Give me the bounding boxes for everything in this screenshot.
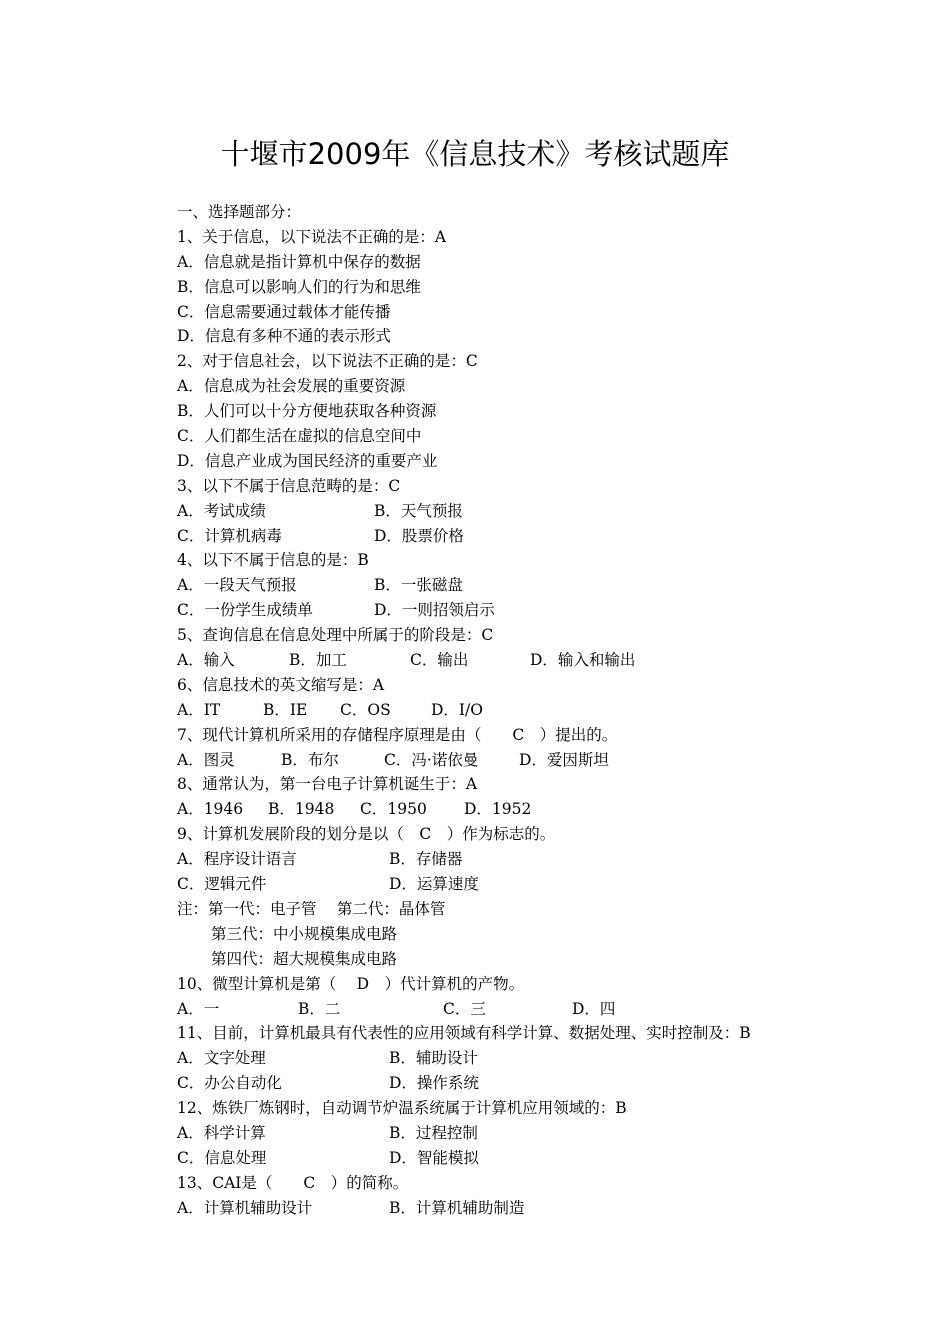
option-row xyxy=(177,1121,917,1146)
question-stem: 2、对于信息社会，以下说法不正确的是：C xyxy=(177,352,478,371)
section-heading: 一、选择题部分： xyxy=(177,203,302,221)
question-list xyxy=(177,200,917,1221)
answer-option: D．操作系统 xyxy=(389,1074,479,1093)
answer-option: B．辅助设计 xyxy=(389,1049,478,1068)
question-stem: 6、信息技术的英文缩写是：A xyxy=(177,675,385,694)
option-row xyxy=(177,698,917,723)
answer-option: D．智能模拟 xyxy=(389,1148,479,1167)
answer-option: A．程序设计语言 xyxy=(177,850,297,869)
option-row xyxy=(177,872,917,897)
question-stem: 3、以下不属于信息范畴的是：C xyxy=(177,476,401,495)
question-stem: 9、计算机发展阶段的划分是以（ C ）作为标志的。 xyxy=(177,825,556,844)
answer-option: A．图灵 xyxy=(177,750,235,769)
answer-option: A．输入 xyxy=(177,651,235,670)
note-line: 第三代：中小规模集成电路 xyxy=(211,924,398,943)
answer-option: C．信息需要通过载体才能传播 xyxy=(177,302,391,321)
answer-option: A．IT xyxy=(177,700,221,719)
answer-option: B．人们可以十分方便地获取各种资源 xyxy=(177,402,437,421)
option-row xyxy=(177,1146,917,1171)
answer-option: C．1950 xyxy=(360,800,427,819)
answer-option: C．逻辑元件 xyxy=(177,875,267,894)
answer-option: D．I/O xyxy=(431,700,483,719)
note-line: 第四代：超大规模集成电路 xyxy=(211,949,398,968)
answer-option: C．冯·诺依曼 xyxy=(384,750,479,769)
answer-option: B．计算机辅助制造 xyxy=(389,1198,525,1217)
option-row xyxy=(177,1046,917,1071)
question-stem: 8、通常认为，第一台电子计算机诞生于：A xyxy=(177,775,478,794)
answer-option: B．存储器 xyxy=(389,850,463,869)
answer-option: D．信息有多种不通的表示形式 xyxy=(177,327,391,346)
option-row xyxy=(177,847,917,872)
answer-option: B．加工 xyxy=(289,651,347,670)
answer-option: B．过程控制 xyxy=(389,1123,478,1142)
answer-option: C．人们都生活在虚拟的信息空间中 xyxy=(177,427,422,446)
answer-option: A．信息成为社会发展的重要资源 xyxy=(177,377,406,396)
question-stem: 10、微型计算机是第（ D ）代计算机的产物。 xyxy=(177,974,525,993)
answer-option: B．布尔 xyxy=(281,750,339,769)
answer-option: B．天气预报 xyxy=(374,501,463,520)
answer-option: C．OS xyxy=(340,700,391,719)
answer-option: B．信息可以影响人们的行为和思维 xyxy=(177,277,421,296)
question-stem: 4、以下不属于信息的是：B xyxy=(177,551,369,570)
option-row xyxy=(177,598,917,623)
answer-option: C．计算机病毒 xyxy=(177,526,282,545)
option-row xyxy=(177,499,917,524)
answer-option: D．爱因斯坦 xyxy=(519,750,609,769)
answer-option: A．科学计算 xyxy=(177,1123,266,1142)
answer-option: D．一则招领启示 xyxy=(374,601,495,620)
answer-option: A．计算机辅助设计 xyxy=(177,1198,313,1217)
answer-option: A．考试成绩 xyxy=(177,501,266,520)
answer-option: B．一张磁盘 xyxy=(374,576,463,595)
answer-option: C．办公自动化 xyxy=(177,1074,282,1093)
question-stem: 1、关于信息，以下说法不正确的是：A xyxy=(177,227,447,246)
answer-option: A．一段天气预报 xyxy=(177,576,297,595)
answer-option: C．一份学生成绩单 xyxy=(177,601,313,620)
answer-option: A．1946 xyxy=(177,800,244,819)
question-stem: 5、查询信息在信息处理中所属于的阶段是：C xyxy=(177,626,494,645)
answer-option: D．1952 xyxy=(464,800,532,819)
option-row xyxy=(177,997,917,1022)
option-row xyxy=(177,1196,917,1221)
answer-option: C．信息处理 xyxy=(177,1148,267,1167)
answer-option: B．1948 xyxy=(268,800,335,819)
answer-option: A．文字处理 xyxy=(177,1049,266,1068)
answer-option: D．运算速度 xyxy=(389,875,479,894)
answer-option: A．一 xyxy=(177,999,220,1018)
answer-option: D．输入和输出 xyxy=(530,651,636,670)
note-line: 注：第一代：电子管 第二代：晶体管 xyxy=(177,899,446,918)
option-row xyxy=(177,648,917,673)
page-title: 十堰市2009年《信息技术》考核试题库 xyxy=(220,137,730,171)
answer-option: D．信息产业成为国民经济的重要产业 xyxy=(177,451,438,470)
option-row xyxy=(177,573,917,598)
answer-option: A．信息就是指计算机中保存的数据 xyxy=(177,252,421,271)
answer-option: D．股票价格 xyxy=(374,526,464,545)
answer-option: D．四 xyxy=(572,999,616,1018)
answer-option: C．三 xyxy=(443,999,486,1018)
answer-option: B．IE xyxy=(263,700,308,719)
question-stem: 11、目前，计算机最具有代表性的应用领域有科学计算、数据处理、实时控制及：B xyxy=(177,1024,751,1043)
option-row xyxy=(177,1071,917,1096)
answer-option: C．输出 xyxy=(410,651,469,670)
option-row xyxy=(177,524,917,549)
answer-option: B．二 xyxy=(298,999,341,1018)
question-stem: 13、CAI是（ C ）的简称。 xyxy=(177,1173,409,1192)
option-row xyxy=(177,797,917,822)
option-row xyxy=(177,748,917,773)
question-stem: 7、现代计算机所采用的存储程序原理是由（ C ）提出的。 xyxy=(177,725,618,744)
question-stem: 12、炼铁厂炼钢时，自动调节炉温系统属于计算机应用领域的：B xyxy=(177,1099,627,1118)
